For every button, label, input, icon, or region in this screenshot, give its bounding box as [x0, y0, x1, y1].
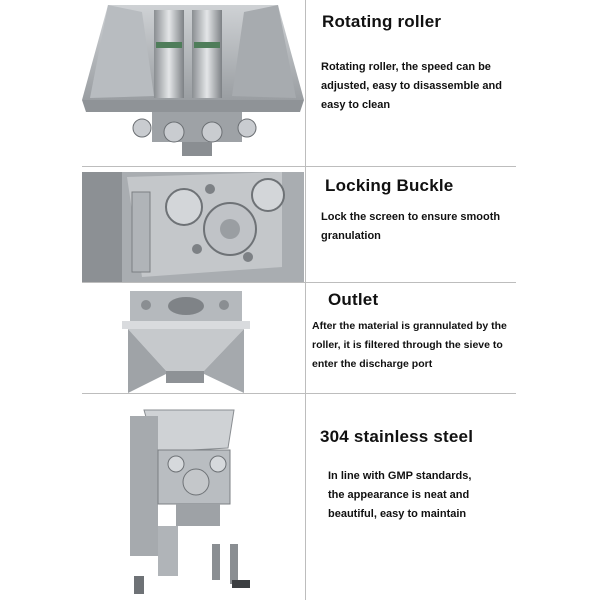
desc-line: granulation	[321, 230, 381, 242]
desc-line: beautiful, easy to maintain	[328, 508, 467, 520]
locking-buckle-photo	[82, 167, 304, 282]
desc-line: roller, it is filtered through the sieve to	[312, 339, 503, 351]
section-title-rotating-roller: Rotating roller	[322, 12, 442, 31]
column-divider-4	[305, 394, 306, 600]
column-divider-1	[305, 0, 306, 166]
desc-line: Lock the screen to ensure smooth	[321, 211, 501, 223]
section-title-locking-buckle: Locking Buckle	[325, 176, 454, 195]
column-divider-3	[305, 283, 306, 393]
granulator-machine-photo	[82, 394, 304, 600]
desc-line: After the material is grannulated by the	[312, 320, 507, 332]
desc-line: enter the discharge port	[312, 358, 433, 370]
desc-line: In line with GMP standards,	[328, 470, 472, 482]
section-title-outlet: Outlet	[328, 290, 379, 309]
section-desc-locking-buckle	[321, 208, 526, 246]
section-desc-rotating-roller	[321, 58, 526, 115]
section-title-304-stainless-steel: 304 stainless steel	[320, 427, 474, 446]
outlet-photo	[82, 283, 304, 393]
desc-line: the appearance is neat and	[328, 489, 470, 501]
section-desc-outlet	[312, 317, 522, 374]
desc-line: Rotating roller, the speed can be	[321, 61, 491, 73]
section-desc-304-stainless-steel	[328, 467, 533, 524]
desc-line: adjusted, easy to disassemble and	[321, 80, 502, 92]
hopper-rollers-photo	[82, 0, 304, 166]
desc-line: easy to clean	[321, 99, 391, 111]
column-divider-2	[305, 167, 306, 282]
